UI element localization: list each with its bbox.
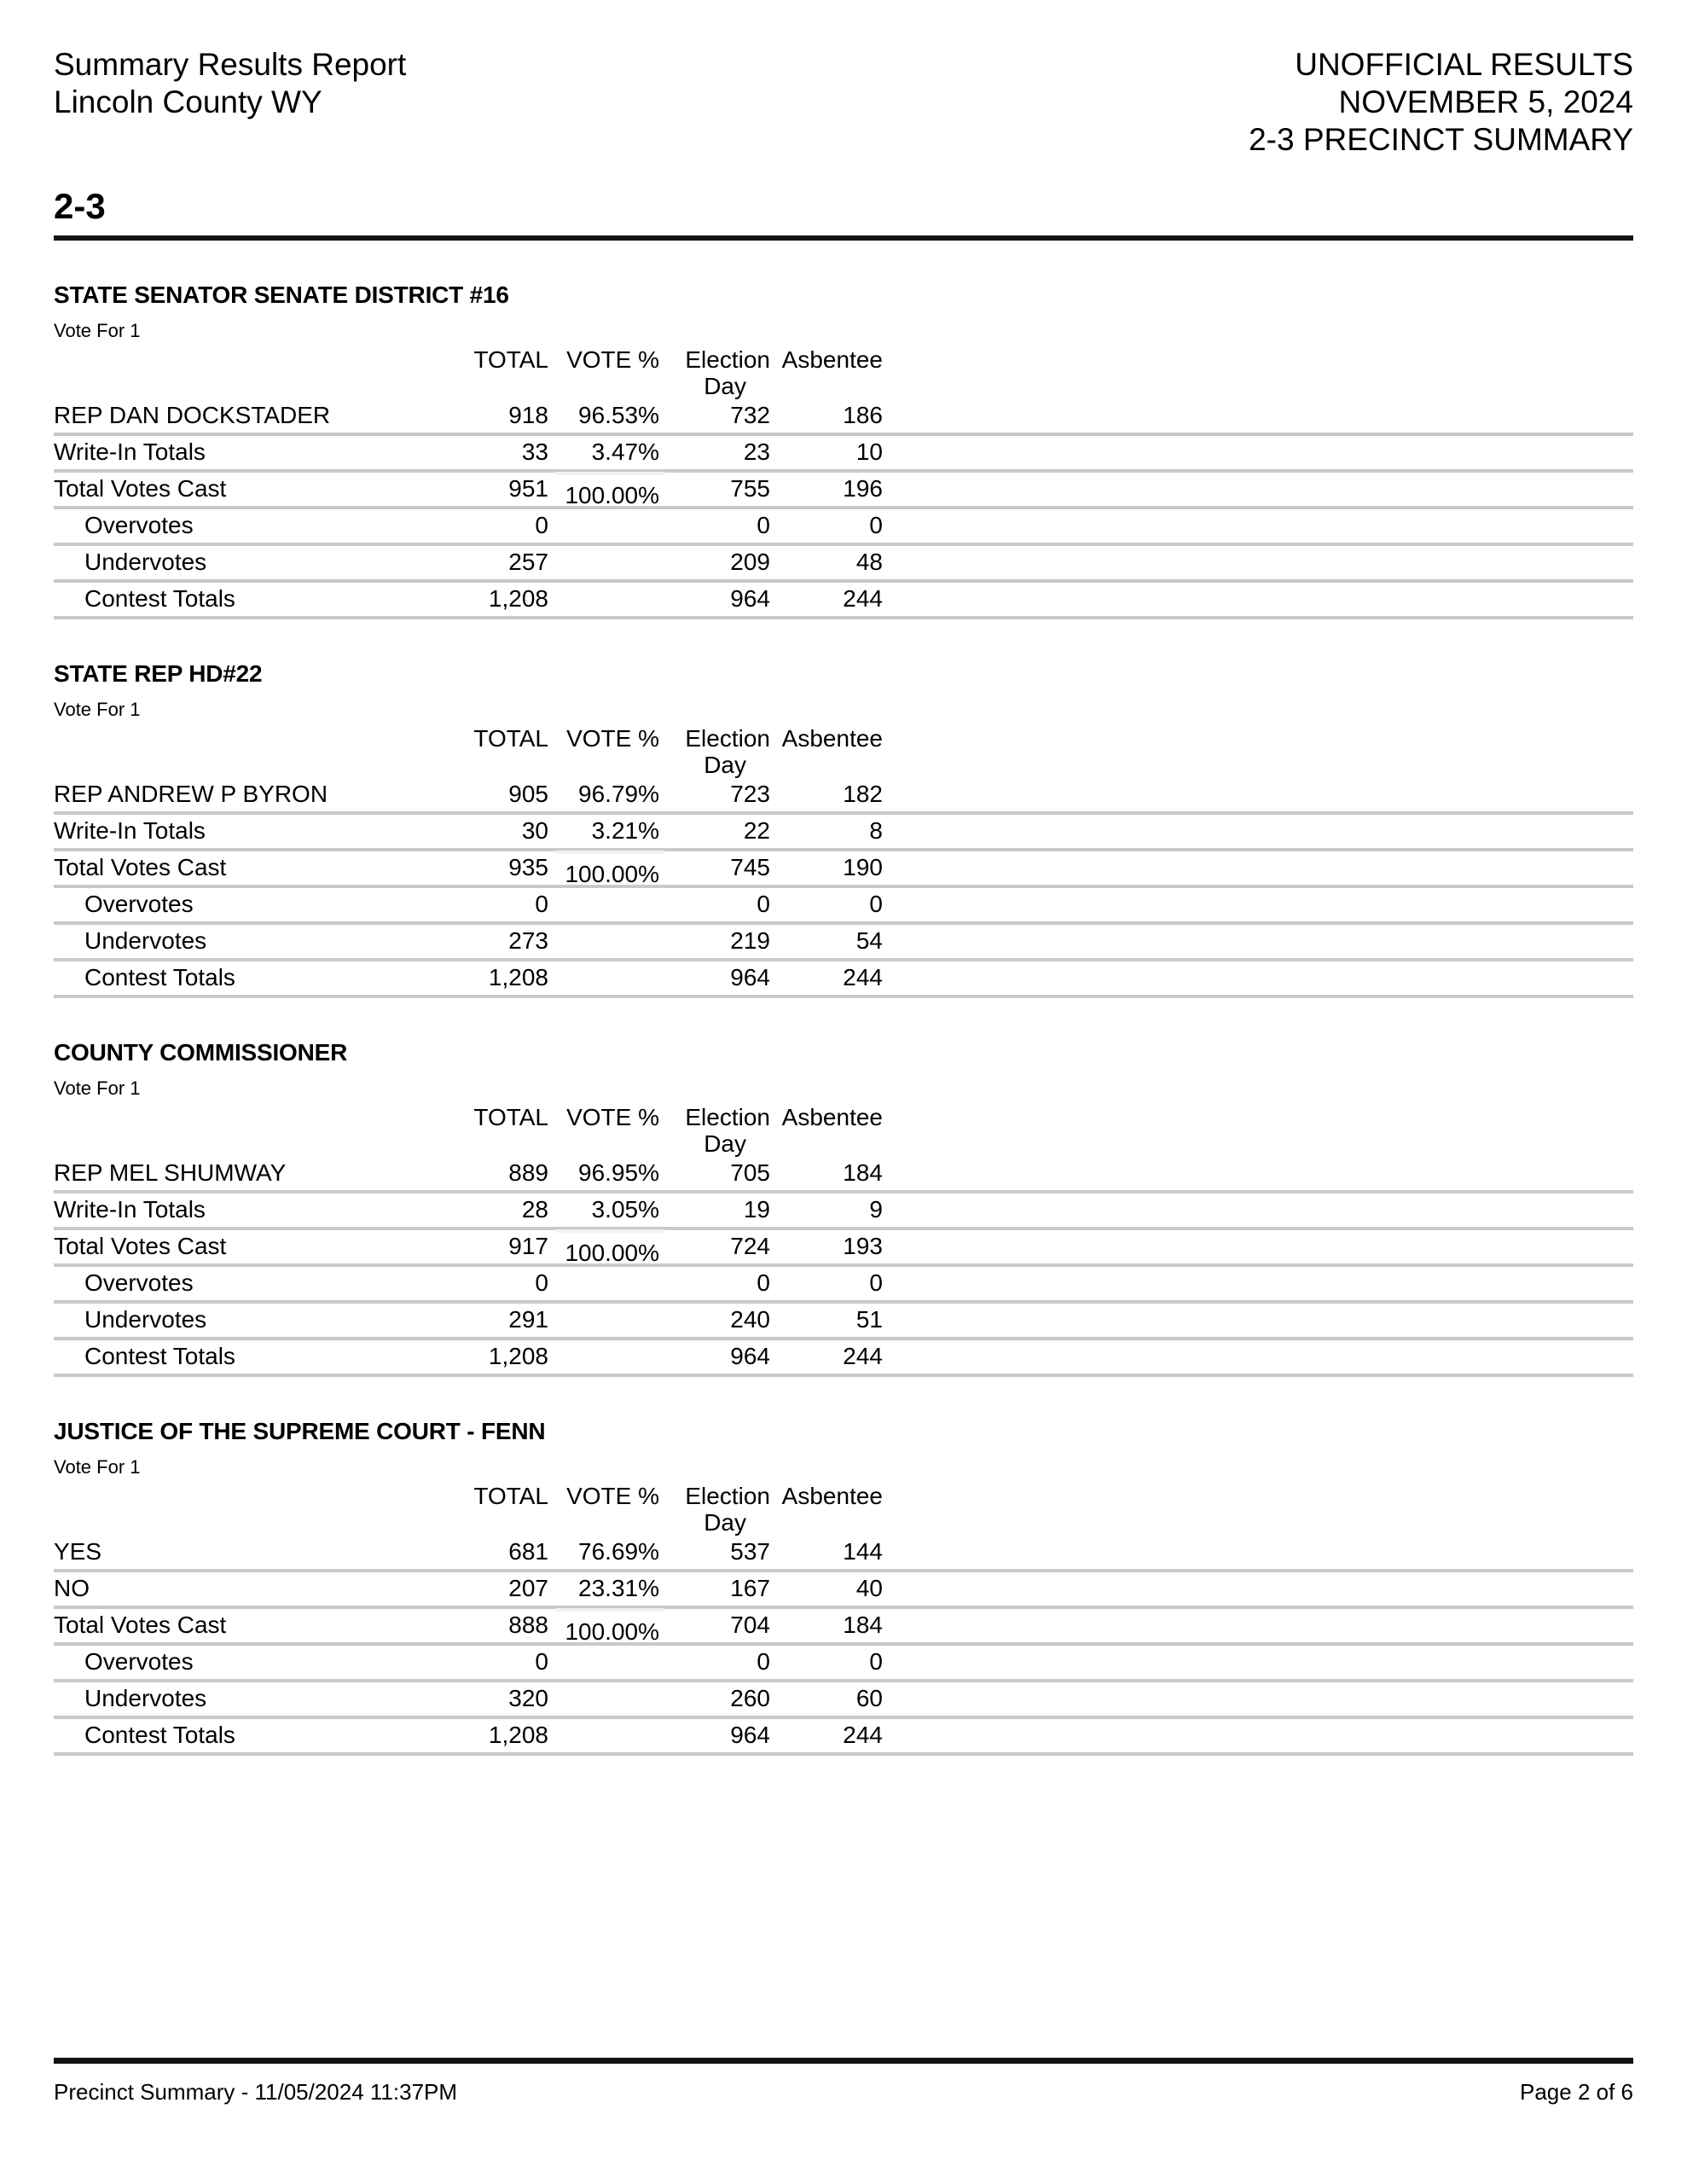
cell-total: 905 xyxy=(508,781,548,807)
row-label: REP MEL SHUMWAY xyxy=(54,1159,287,1186)
cell-absentee: 51 xyxy=(855,1306,883,1333)
contest-section xyxy=(54,660,1633,998)
table-row xyxy=(54,1340,1633,1377)
vote-for-label: Vote For 1 xyxy=(54,320,141,341)
cell-election-day: 0 xyxy=(757,1648,770,1675)
row-label: Undervotes xyxy=(84,927,207,954)
vote-for-label: Vote For 1 xyxy=(54,1077,141,1099)
row-label: Total Votes Cast xyxy=(54,1612,227,1638)
column-header-vote-pct: VOTE % xyxy=(566,1483,659,1509)
cell-absentee: 193 xyxy=(843,1233,883,1259)
column-header-absentee: Asbentee xyxy=(781,1483,883,1509)
row-label: Contest Totals xyxy=(84,1722,235,1748)
cell-election-day: 964 xyxy=(730,1722,770,1748)
cell-total: 0 xyxy=(535,891,548,917)
table-row xyxy=(54,473,1633,509)
cell-total: 918 xyxy=(508,402,548,428)
contest-section xyxy=(54,1418,1633,1756)
row-label: Contest Totals xyxy=(84,585,235,612)
cell-total: 33 xyxy=(521,439,548,465)
cell-total: 888 xyxy=(508,1612,548,1638)
column-header-absentee: Asbentee xyxy=(781,1104,883,1130)
cell-election-day: 0 xyxy=(757,512,770,538)
vote-for-label: Vote For 1 xyxy=(54,1456,141,1478)
report-title: Summary Results Report xyxy=(54,47,407,82)
column-header-election-day xyxy=(659,346,770,399)
vote-pct-value: 96.79% xyxy=(578,781,659,807)
table-row xyxy=(54,1572,1633,1609)
table-row xyxy=(54,1609,1633,1646)
row-label: Write-In Totals xyxy=(54,439,206,465)
contest-title: JUSTICE OF THE SUPREME COURT - FENN xyxy=(54,1418,546,1444)
footer-text xyxy=(54,2079,1633,2105)
cell-total: 273 xyxy=(508,927,548,954)
table-header-row xyxy=(54,1104,1633,1157)
cell-election-day: 19 xyxy=(743,1196,770,1223)
cell-election-day: 0 xyxy=(757,891,770,917)
cell-election-day: 964 xyxy=(730,964,770,990)
vote-pct-value: 76.69% xyxy=(578,1538,659,1565)
cell-election-day: 0 xyxy=(757,1269,770,1296)
table-row xyxy=(54,778,1633,815)
cell-election-day: 964 xyxy=(730,585,770,612)
cell-total: 291 xyxy=(508,1306,548,1333)
cell-absentee: 60 xyxy=(855,1685,883,1711)
contest-section xyxy=(54,282,1633,619)
row-label: Overvotes xyxy=(84,1269,194,1296)
footer-report-info: Precinct Summary - 11/05/2024 11:37PM xyxy=(54,2079,458,2105)
column-header-spacer xyxy=(54,1104,446,1157)
cell-vote-pct xyxy=(548,402,659,428)
table-row xyxy=(54,815,1633,851)
table-row xyxy=(54,583,1633,619)
row-label: Overvotes xyxy=(84,512,194,538)
column-header-total: TOTAL xyxy=(473,725,548,752)
cell-election-day: 755 xyxy=(730,475,770,502)
cell-total: 320 xyxy=(508,1685,548,1711)
vote-pct-value: 100.00% xyxy=(565,482,659,508)
cell-election-day: 724 xyxy=(730,1233,770,1259)
row-label: Write-In Totals xyxy=(54,817,206,844)
election-day-line2: Day xyxy=(704,752,746,778)
row-label: REP DAN DOCKSTADER xyxy=(54,402,331,428)
column-header-election-day xyxy=(659,1483,770,1536)
cell-total: 935 xyxy=(508,854,548,880)
cell-vote-pct xyxy=(548,1538,659,1565)
row-label: Write-In Totals xyxy=(54,1196,206,1223)
election-day-line1: Election xyxy=(685,346,770,373)
cell-election-day: 745 xyxy=(730,854,770,880)
row-label: Undervotes xyxy=(84,549,207,575)
table-row xyxy=(54,399,1633,436)
contest-section xyxy=(54,1039,1633,1377)
cell-absentee: 190 xyxy=(843,854,883,880)
cell-absentee: 8 xyxy=(869,817,883,844)
cell-absentee: 244 xyxy=(843,585,883,612)
cell-absentee: 48 xyxy=(855,549,883,575)
cell-total: 28 xyxy=(521,1196,548,1223)
table-row xyxy=(54,436,1633,473)
column-header-election-day xyxy=(659,1104,770,1157)
cell-absentee: 184 xyxy=(843,1612,883,1638)
contest-title: STATE REP HD#22 xyxy=(54,660,263,687)
row-label: REP ANDREW P BYRON xyxy=(54,781,328,807)
cell-absentee: 0 xyxy=(869,512,883,538)
vote-pct-value: 23.31% xyxy=(578,1575,659,1601)
cell-absentee: 244 xyxy=(843,964,883,990)
cell-absentee: 182 xyxy=(843,781,883,807)
cell-absentee: 144 xyxy=(843,1538,883,1565)
table-header-row xyxy=(54,1483,1633,1536)
column-header-spacer xyxy=(54,725,446,778)
cell-total: 257 xyxy=(508,549,548,575)
table-row xyxy=(54,925,1633,961)
cell-election-day: 537 xyxy=(730,1538,770,1565)
cell-absentee: 0 xyxy=(869,1648,883,1675)
cell-total: 0 xyxy=(535,1269,548,1296)
column-header-total: TOTAL xyxy=(473,1483,548,1509)
vote-pct-value: 100.00% xyxy=(565,861,659,887)
cell-absentee: 40 xyxy=(855,1575,883,1601)
cell-total: 917 xyxy=(508,1233,548,1259)
table-row xyxy=(54,1719,1633,1756)
cell-total: 1,208 xyxy=(488,964,548,990)
column-header-spacer xyxy=(54,346,446,399)
table-row xyxy=(54,509,1633,546)
column-header-vote-pct: VOTE % xyxy=(566,346,659,373)
masthead-left xyxy=(54,46,406,121)
row-label: Total Votes Cast xyxy=(54,1233,227,1259)
column-header-absentee: Asbentee xyxy=(781,725,883,752)
column-header-vote-pct: VOTE % xyxy=(566,725,659,752)
cell-election-day: 964 xyxy=(730,1343,770,1369)
vote-pct-value: 100.00% xyxy=(565,1618,659,1645)
table-row xyxy=(54,1157,1633,1194)
report-content xyxy=(54,46,1633,1756)
cell-absentee: 10 xyxy=(855,439,883,465)
report-subtitle: Lincoln County WY xyxy=(54,84,322,119)
cell-total: 889 xyxy=(508,1159,548,1186)
cell-vote-pct xyxy=(548,475,659,508)
cell-absentee: 54 xyxy=(855,927,883,954)
table-row xyxy=(54,1230,1633,1267)
vote-pct-value: 100.00% xyxy=(565,1240,659,1266)
table-row xyxy=(54,1646,1633,1682)
election-day-line1: Election xyxy=(685,1483,770,1509)
precinct-summary-label: 2-3 PRECINCT SUMMARY xyxy=(1249,122,1633,157)
results-status: UNOFFICIAL RESULTS xyxy=(1295,47,1633,82)
cell-absentee: 196 xyxy=(843,475,883,502)
row-label: NO xyxy=(54,1575,90,1601)
footer-rule xyxy=(54,2058,1633,2064)
precinct-section-title: 2-3 xyxy=(54,186,106,226)
table-row xyxy=(54,1304,1633,1340)
column-header-total: TOTAL xyxy=(473,1104,548,1130)
cell-total: 1,208 xyxy=(488,1343,548,1369)
cell-vote-pct xyxy=(548,1159,659,1186)
contest-list xyxy=(54,282,1633,1756)
column-header-election-day xyxy=(659,725,770,778)
cell-election-day: 240 xyxy=(730,1306,770,1333)
masthead xyxy=(54,46,1633,159)
column-header-total: TOTAL xyxy=(473,346,548,373)
cell-election-day: 260 xyxy=(730,1685,770,1711)
row-label: Contest Totals xyxy=(84,1343,235,1369)
table-header-row xyxy=(54,725,1633,778)
row-label: Total Votes Cast xyxy=(54,854,227,880)
row-label: Contest Totals xyxy=(84,964,235,990)
vote-pct-value: 96.53% xyxy=(578,402,659,428)
row-label: YES xyxy=(54,1538,102,1565)
cell-election-day: 219 xyxy=(730,927,770,954)
cell-vote-pct xyxy=(548,854,659,887)
vote-for-label: Vote For 1 xyxy=(54,699,141,720)
election-day-line2: Day xyxy=(704,1509,746,1536)
vote-pct-value: 96.95% xyxy=(578,1159,659,1186)
cell-vote-pct xyxy=(548,1612,659,1645)
cell-vote-pct xyxy=(548,1575,659,1601)
election-day-line1: Election xyxy=(685,725,770,752)
row-label: Undervotes xyxy=(84,1685,207,1711)
table-row xyxy=(54,1536,1633,1572)
table-row xyxy=(54,1682,1633,1719)
cell-total: 0 xyxy=(535,1648,548,1675)
cell-election-day: 209 xyxy=(730,549,770,575)
column-header-vote-pct: VOTE % xyxy=(566,1104,659,1130)
row-label: Undervotes xyxy=(84,1306,207,1333)
table-row xyxy=(54,888,1633,925)
election-date: NOVEMBER 5, 2024 xyxy=(1338,84,1633,119)
cell-vote-pct xyxy=(548,439,659,465)
cell-election-day: 705 xyxy=(730,1159,770,1186)
election-day-line2: Day xyxy=(704,1130,746,1157)
table-row xyxy=(54,1194,1633,1230)
page-footer xyxy=(54,2058,1633,2105)
cell-vote-pct xyxy=(548,1233,659,1266)
cell-vote-pct xyxy=(548,1196,659,1223)
column-header-spacer xyxy=(54,1483,446,1536)
cell-absentee: 244 xyxy=(843,1722,883,1748)
cell-election-day: 167 xyxy=(730,1575,770,1601)
cell-absentee: 0 xyxy=(869,1269,883,1296)
table-row xyxy=(54,1267,1633,1304)
cell-total: 1,208 xyxy=(488,585,548,612)
cell-absentee: 186 xyxy=(843,402,883,428)
cell-absentee: 244 xyxy=(843,1343,883,1369)
election-day-line2: Day xyxy=(704,373,746,399)
table-header-row xyxy=(54,346,1633,399)
table-row xyxy=(54,851,1633,888)
footer-page-number: Page 2 of 6 xyxy=(1520,2079,1633,2105)
section-title-rule xyxy=(54,235,1633,241)
contest-title: STATE SENATOR SENATE DISTRICT #16 xyxy=(54,282,509,308)
contest-title: COUNTY COMMISSIONER xyxy=(54,1039,348,1066)
cell-election-day: 22 xyxy=(743,817,770,844)
election-day-line1: Election xyxy=(685,1104,770,1130)
cell-election-day: 23 xyxy=(743,439,770,465)
cell-vote-pct xyxy=(548,781,659,807)
cell-total: 30 xyxy=(521,817,548,844)
row-label: Total Votes Cast xyxy=(54,475,227,502)
cell-absentee: 0 xyxy=(869,891,883,917)
cell-total: 951 xyxy=(508,475,548,502)
vote-pct-value: 3.21% xyxy=(591,817,659,844)
cell-election-day: 723 xyxy=(730,781,770,807)
cell-total: 0 xyxy=(535,512,548,538)
cell-absentee: 9 xyxy=(869,1196,883,1223)
table-row xyxy=(54,961,1633,998)
cell-election-day: 732 xyxy=(730,402,770,428)
table-row xyxy=(54,546,1633,583)
cell-total: 1,208 xyxy=(488,1722,548,1748)
cell-total: 681 xyxy=(508,1538,548,1565)
vote-pct-value: 3.47% xyxy=(591,439,659,465)
masthead-right xyxy=(1249,46,1633,159)
cell-election-day: 704 xyxy=(730,1612,770,1638)
row-label: Overvotes xyxy=(84,891,194,917)
cell-vote-pct xyxy=(548,817,659,844)
cell-absentee: 184 xyxy=(843,1159,883,1186)
row-label: Overvotes xyxy=(84,1648,194,1675)
cell-total: 207 xyxy=(508,1575,548,1601)
column-header-absentee: Asbentee xyxy=(781,346,883,373)
vote-pct-value: 3.05% xyxy=(591,1196,659,1223)
